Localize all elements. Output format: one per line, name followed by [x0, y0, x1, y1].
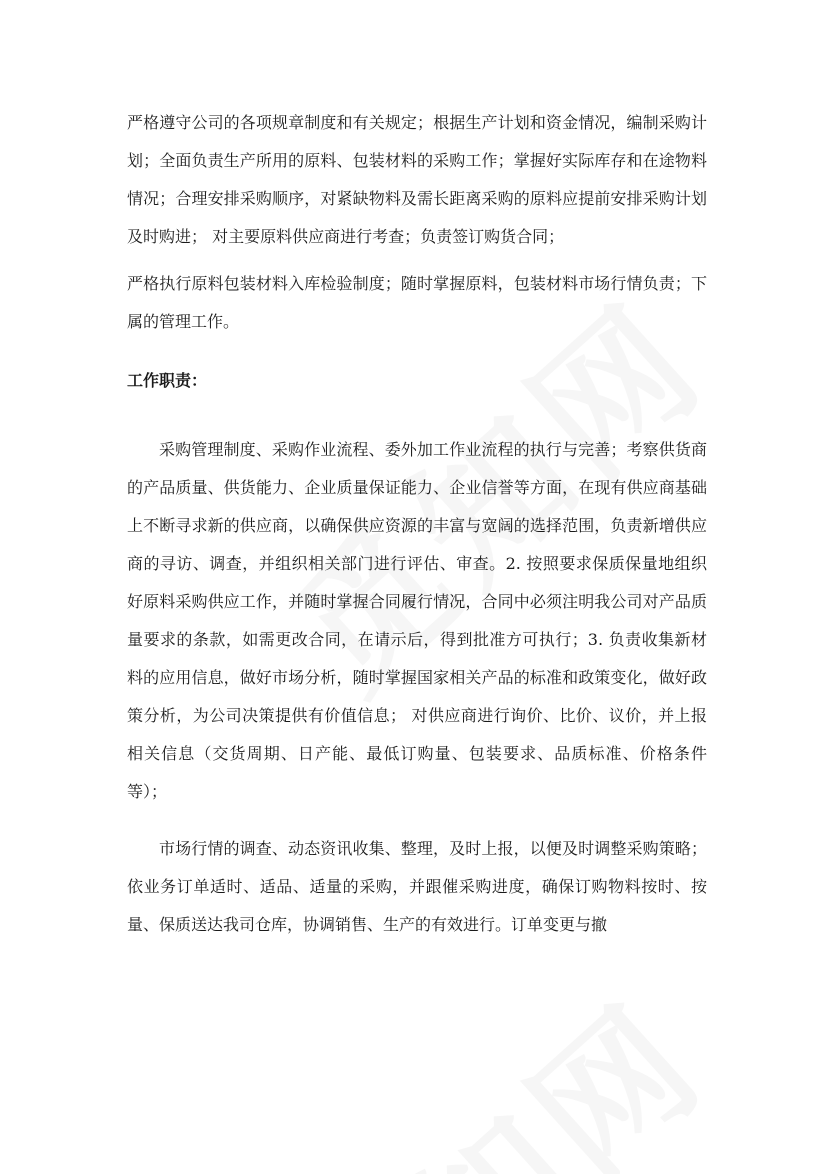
paragraph-responsibilities-intro: 严格遵守公司的各项规章制度和有关规定；根据生产计划和资金情况，编制采购计划；全面负责生产所用的原料、包装材料的采购工作；掌握好实际库存和在途物料情况；合理安排采购顺序，对紧缺物料及需长距离采购的原料应提前安排采购计划及时购进； 对主要原料供应商进行考查；负责签订购货合同； [127, 113, 707, 246]
paragraph-market-research: 市场行情的调查、动态资讯收集、整理，及时上报，以便及时调整采购策略；依业务订单适时、适品、适量的采购，并跟催采购进度，确保订购物料按时、按量、保质送达我司仓库，协调销售、生产的有效进行。订单变更与撤 [127, 839, 707, 934]
section-heading-duties: 工作职责： [127, 371, 208, 390]
document-body [127, 104, 707, 944]
paragraph-procurement-management: 采购管理制度、采购作业流程、委外加工作业流程的执行与完善；考察供货商的产品质量、供货能力、企业质量保证能力、企业信誉等方面，在现有供应商基础上不断寻求新的供应商，以确保供应资源的丰富与宽阔的选择范围，负责新增供应商的寻访、调查，并组织相关部门进行评估、审查。2. 按照要求保质保量地组织好原料采购供应工作，并随时掌握合同履行情况，合同中必须注明我公司对产品质量要求的条款，如需更改合同，在请示后，得到批准方可执行；3. 负责收集新材料的应用信息，做好市场分析，随时掌握国家相关产品的标准和政策变化，做好政策分析，为公司决策提供有价值信息； 对供应商进行询价、比价、议价，并上报相关信息（交货周期、日产能、最低订购量、包装要求、品质标准、价格条件等）； [127, 440, 707, 801]
watermark-lower [239, 947, 740, 1174]
paragraph-inspection-system: 严格执行原料包装材料入库检验制度；随时掌握原料，包装材料市场行情负责；下属的管理工作。 [127, 274, 707, 331]
